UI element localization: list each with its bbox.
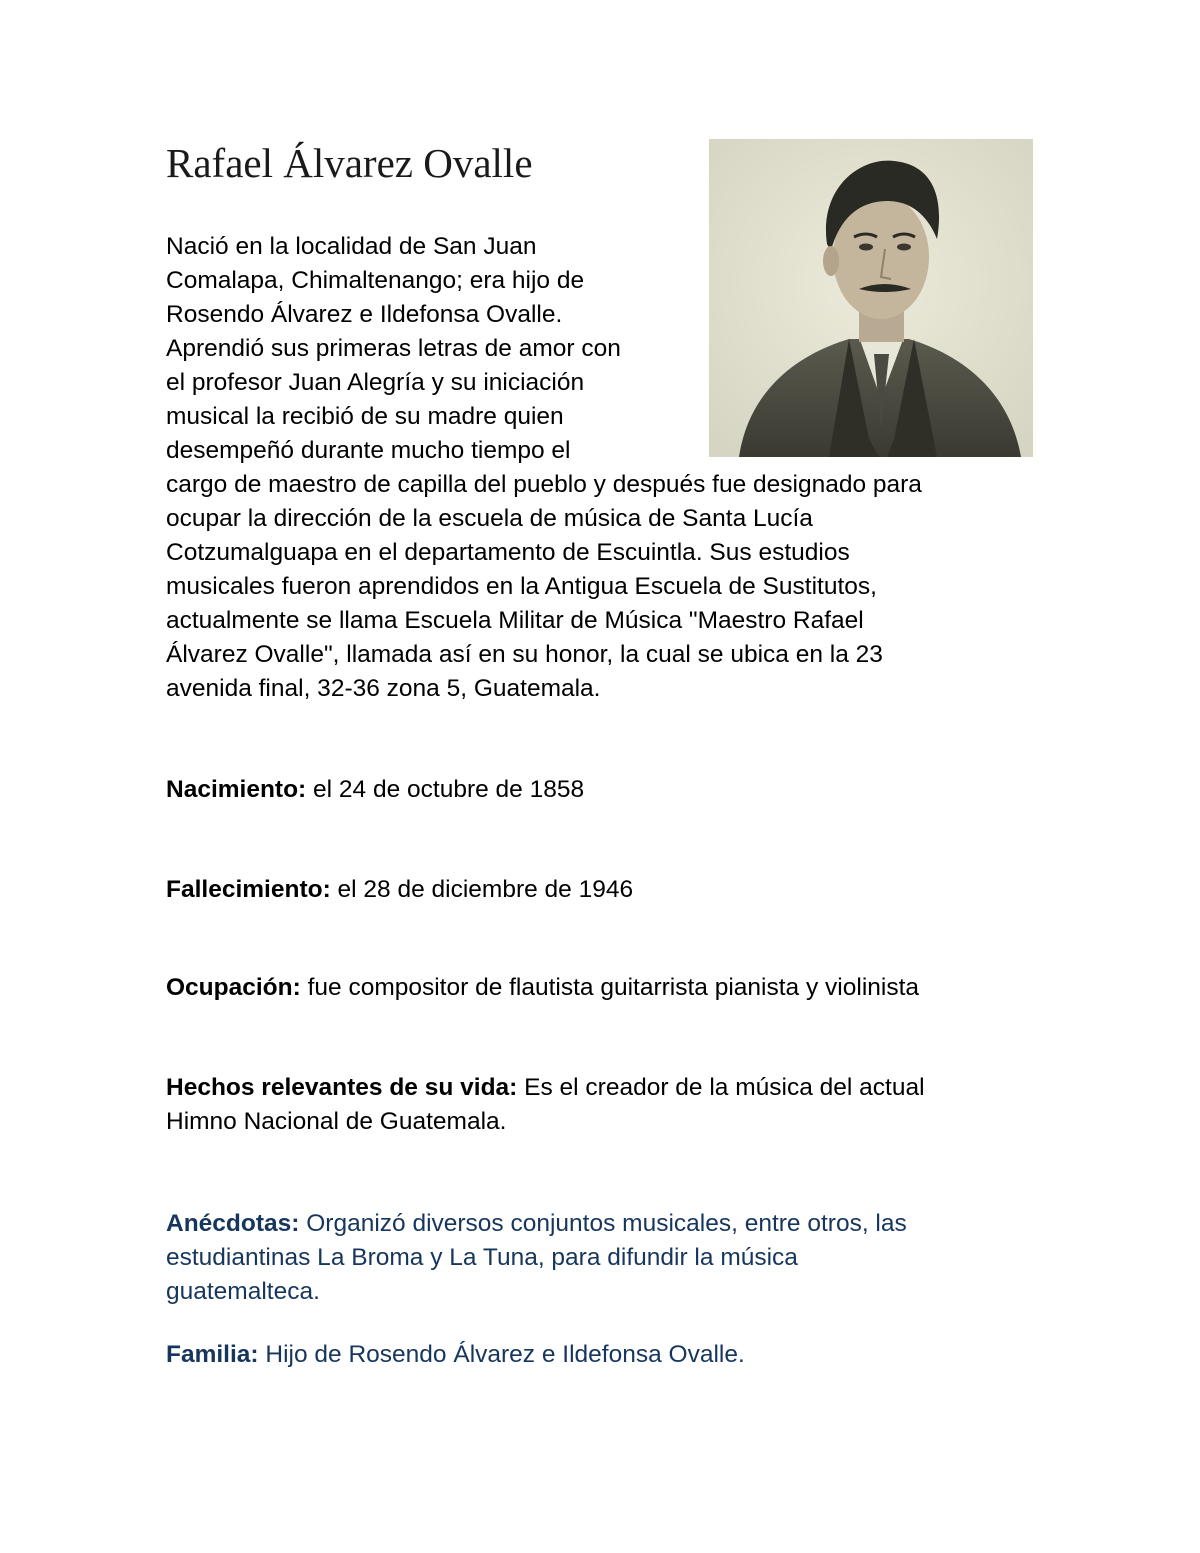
anecdotes-value-2: estudiantinas La Broma y La Tuna, para difundir la música <box>166 1244 798 1271</box>
bio-line: Cotzumalguapa en el departamento de Escuintla. Sus estudios <box>166 539 850 566</box>
occupation-fact <box>166 971 919 1005</box>
relevant-facts-value-2: Himno Nacional de Guatemala. <box>166 1108 507 1135</box>
bio-line: Rosendo Álvarez e Ildefonsa Ovalle. <box>166 301 563 328</box>
birth-fact <box>166 773 584 807</box>
anecdotes-fact <box>166 1207 907 1309</box>
anecdotes-label: Anécdotas: <box>166 1210 300 1237</box>
birth-value: el 24 de octubre de 1858 <box>306 776 585 803</box>
bio-line: Nació en la localidad de San Juan <box>166 233 537 260</box>
bio-line: cargo de maestro de capilla del pueblo y después fue designado para <box>166 471 922 498</box>
death-value: el 28 de diciembre de 1946 <box>330 876 634 903</box>
bio-line: musicales fueron aprendidos en la Antigua Escuela de Sustitutos, <box>166 573 877 600</box>
occupation-value: fue compositor de flautista guitarrista pianista y violinista <box>300 974 920 1001</box>
family-label: Familia: <box>166 1341 259 1368</box>
occupation-label: Ocupación: <box>166 974 301 1001</box>
relevant-facts <box>166 1071 925 1139</box>
birth-label: Nacimiento: <box>166 776 307 803</box>
anecdotes-value: Organizó diversos conjuntos musicales, entre otros, las <box>299 1210 907 1237</box>
bio-line: desempeñó durante mucho tiempo el <box>166 437 571 464</box>
bio-line: actualmente se llama Escuela Militar de Música "Maestro Rafael <box>166 607 864 634</box>
death-label: Fallecimiento: <box>166 876 331 903</box>
death-fact <box>166 873 633 907</box>
bio-line: Álvarez Ovalle", llamada así en su honor, la cual se ubica en la 23 <box>166 641 883 668</box>
relevant-facts-value: Es el creador de la música del actual <box>517 1074 925 1101</box>
bio-line: Aprendió sus primeras letras de amor con <box>166 335 621 362</box>
biography-paragraph <box>166 230 922 706</box>
bio-line: el profesor Juan Alegría y su iniciación <box>166 369 585 396</box>
page-title: Rafael Álvarez Ovalle <box>166 140 533 186</box>
relevant-facts-label: Hechos relevantes de su vida: <box>166 1074 518 1101</box>
bio-line: musical la recibió de su madre quien <box>166 403 564 430</box>
family-fact <box>166 1338 745 1372</box>
bio-line: Comalapa, Chimaltenango; era hijo de <box>166 267 585 294</box>
anecdotes-value-3: guatemalteca. <box>166 1278 320 1305</box>
bio-line: avenida final, 32-36 zona 5, Guatemala. <box>166 675 601 702</box>
bio-line: ocupar la dirección de la escuela de música de Santa Lucía <box>166 505 813 532</box>
family-value: Hijo de Rosendo Álvarez e Ildefonsa Ovalle. <box>258 1341 745 1368</box>
